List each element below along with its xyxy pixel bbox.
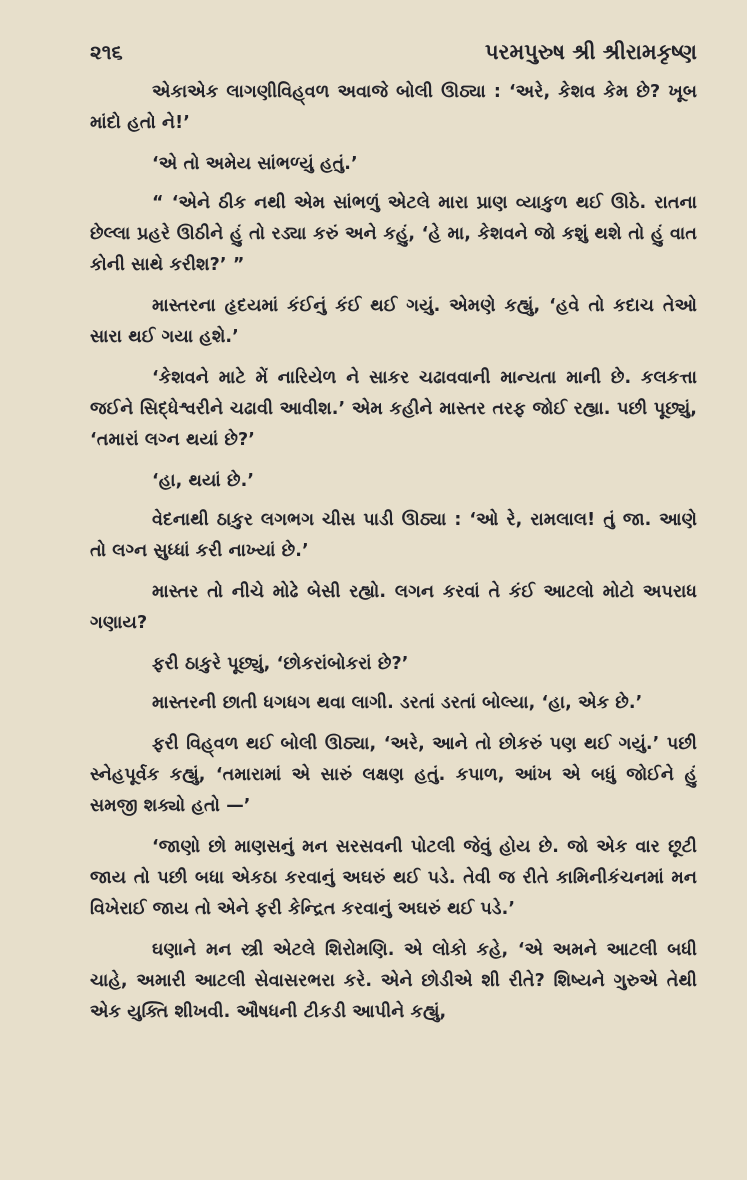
paragraph: માસ્તરની છાતી ધગધગ થવા લાગી. ડરતાં ડરતાં બોલ્યા, ‘હા, એક છે.’ [152, 693, 643, 713]
paragraph: ‘એ તો અમેય સાંભળ્યું હતું.’ [152, 154, 358, 174]
paragraph: ફરી ઠાકુરે પૂછ્યું, ‘છોકરાંબોકરાં છે?’ [152, 654, 409, 674]
paragraph: માસ્તર તો નીચે મોઢે બેસી રહ્યો. લગન કરવાં તે કંઈ આટલો મોટો અપરાધ ગણાય? [90, 582, 697, 633]
page-body [90, 77, 697, 1028]
paragraph: ‘કેશવને માટે મેં નારિયેળ ને સાકર ચઢાવવાની માન્યતા માની છે. કલકત્તા જઈને સિદ્ધેશ્વરીને ચઢાવી આવીશ.’ એમ કહીને માસ્તર તરફ જોઈ રહ્યા. પછી પૂછ્યું, ‘તમારાં લગ્ન થયાં છે?’ [90, 368, 697, 450]
paragraph: વેદનાથી ઠાકુર લગભગ ચીસ પાડી ઊઠ્યા : ‘ઓ રે, રામલાલ! તું જા. આણે તો લગ્ન સુધ્ધાં કરી નાખ્યાં છે.’ [90, 510, 697, 561]
paragraph: ફરી વિહ્‌વળ થઈ બોલી ઊઠ્યા, ‘અરે, આને તો છોકરું પણ થઈ ગયું.’ પછી સ્નેહપૂર્વક કહ્યું, ‘તમારામાં એ સારું લક્ષણ હતું. કપાળ, આંખ એ બધું જોઈને હું સમજી શક્યો હતો —’ [90, 734, 697, 816]
paragraph: “ ‘એને ઠીક નથી એમ સાંભળું એટલે મારા પ્રાણ વ્યાકુળ થઈ ઊઠે. રાતના છેલ્લા પ્રહરે ઊઠીને હું તો રડ્યા કરું અને કહું, ‘હે મા, કેશવને જો કશું થશે તો હું વાત કોની સાથે કરીશ?’ ” [90, 193, 697, 275]
page-number: ૨૧૬ [90, 40, 123, 64]
paragraph: ‘જાણો છો માણસનું મન સરસવની પોટલી જેવું હોય છે. જો એક વાર છૂટી જાય તો પછી બધા એકઠા કરવાનું અઘરું થઈ પડે. તેવી જ રીતે કામિનીકંચનમાં મન વિખેરાઈ જાય તો એને ફરી કેન્દ્રિત કરવાનું અઘરું થઈ પડે.’ [90, 837, 697, 919]
page-header [90, 40, 697, 65]
paragraph: એકાએક લાગણીવિહ્‌વળ અવાજે બોલી ઊઠ્યા : ‘અરે, કેશવ કેમ છે? ખૂબ માંદો હતો ને!’ [90, 82, 697, 133]
running-title: પરમપુરુષ શ્રી શ્રીરામકૃષ્ણ [484, 40, 697, 64]
paragraph: ઘણાને મન સ્ત્રી એટલે શિરોમણિ. એ લોકો કહે, ‘એ અમને આટલી બધી ચાહે, અમારી આટલી સેવાસરભરા કરે. એને છોડીએ શી રીતે? શિષ્યને ગુરુએ તેથી એક યુક્તિ શીખવી. ઔષધની ટીકડી આપીને કહ્યું, [90, 940, 697, 1022]
paragraph: ‘હા, થયાં છે.’ [152, 471, 255, 491]
paragraph: માસ્તરના હૃદયમાં કંઈનું કંઈ થઈ ગયું. એમણે કહ્યું, ‘હવે તો કદાચ તેઓ સારા થઈ ગયા હશે.’ [90, 296, 697, 347]
